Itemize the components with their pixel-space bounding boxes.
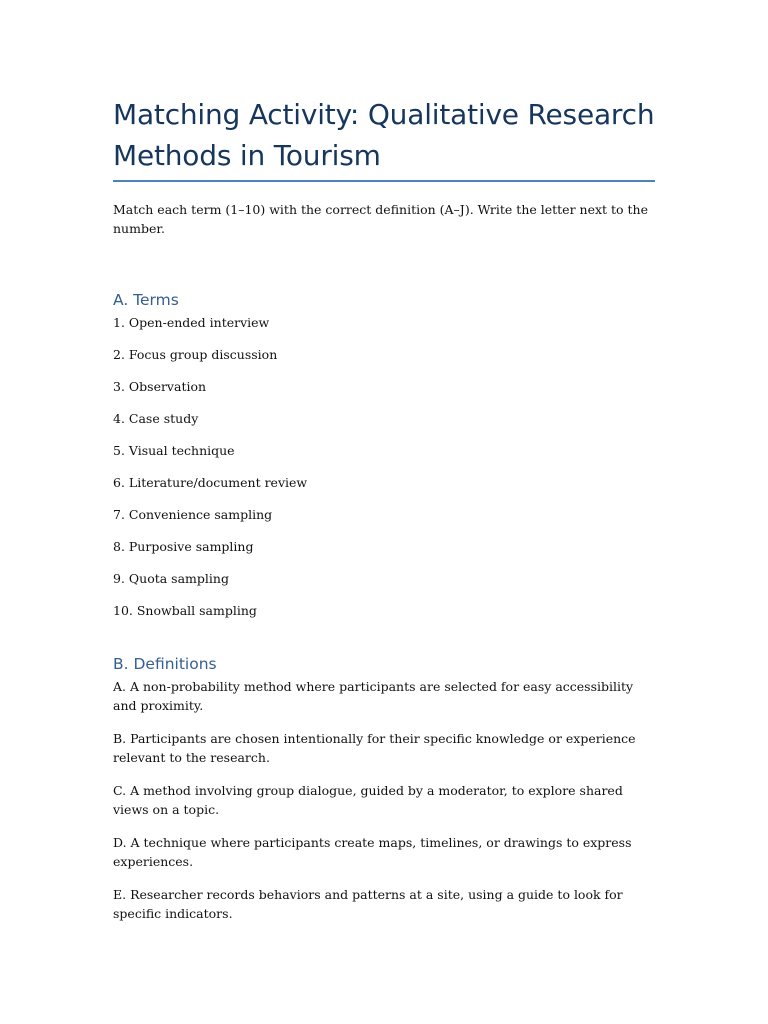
terms-list bbox=[113, 313, 655, 633]
terms-heading: A. Terms bbox=[113, 291, 179, 309]
term-item: 6. Literature/document review bbox=[113, 475, 308, 490]
term-item: 10. Snowball sampling bbox=[113, 603, 257, 618]
page-title: Matching Activity: Qualitative Research Methods in Tourism bbox=[113, 98, 655, 172]
term-item: 7. Convenience sampling bbox=[113, 507, 273, 522]
term-item: 2. Focus group discussion bbox=[113, 347, 278, 362]
instructions-paragraph: Match each term (1–10) with the correct definition (A–J). Write the letter next to the number. bbox=[113, 202, 649, 236]
term-item: 4. Case study bbox=[113, 411, 199, 426]
definitions-list bbox=[113, 677, 655, 937]
definitions-heading: B. Definitions bbox=[113, 655, 217, 673]
definition-item: B. Participants are chosen intentionally for their specific knowledge or experience relevant to the research. bbox=[113, 731, 636, 765]
term-item: 8. Purposive sampling bbox=[113, 539, 254, 554]
definition-item: C. A method involving group dialogue, guided by a moderator, to explore shared views on a topic. bbox=[113, 783, 623, 817]
title-underline-divider bbox=[113, 180, 655, 182]
definition-item: E. Researcher records behaviors and patterns at a site, using a guide to look for specific indicators. bbox=[113, 887, 623, 921]
term-item: 5. Visual technique bbox=[113, 443, 235, 458]
term-item: 3. Observation bbox=[113, 379, 207, 394]
term-item: 9. Quota sampling bbox=[113, 571, 229, 586]
term-item: 1. Open-ended interview bbox=[113, 315, 270, 330]
definition-item: D. A technique where participants create maps, timelines, or drawings to express experiences. bbox=[113, 835, 632, 869]
definition-item: A. A non-probability method where participants are selected for easy accessibility and proximity. bbox=[113, 679, 634, 713]
